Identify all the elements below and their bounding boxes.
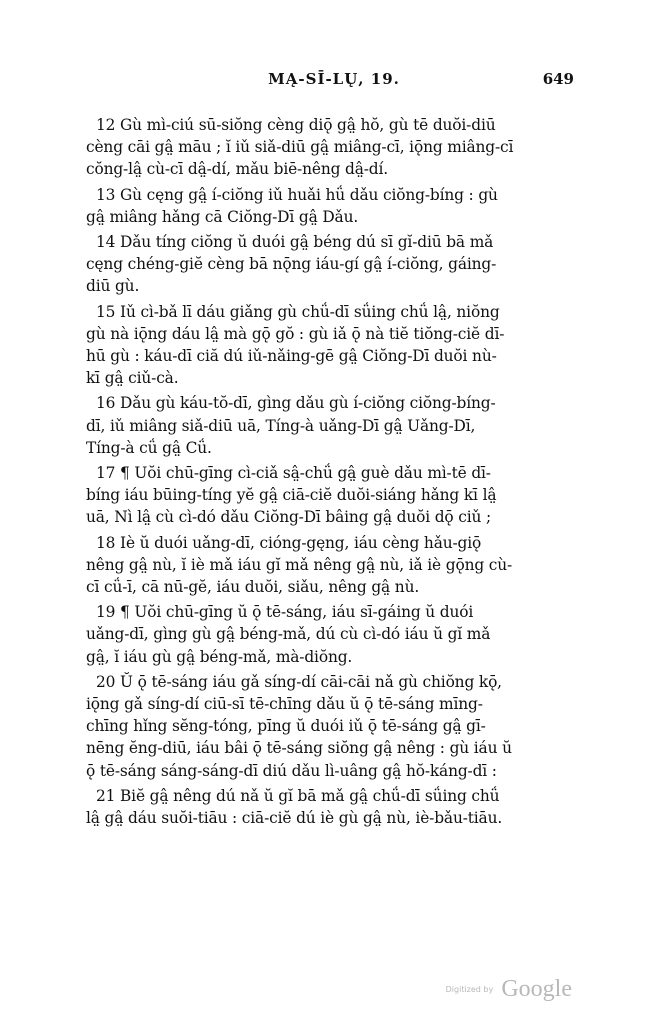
verse-line: iǭng gǎ síng-dí ciū-sī tē-chīng dǎu ŭ ǭ tē-sáng mīng- [86,695,483,714]
verse-21 [86,785,574,829]
verse-line: nêng gâ̤ nù, ĭ iè mǎ iáu gĭ mǎ nêng gâ̤ nù, iǎ iè gǭng cù- [86,555,513,574]
digitized-watermark [446,976,572,1003]
verse-line: diū gù. [86,277,140,296]
verse-line: bíng iáu būing-tíng yĕ gâ̤ ciā-ciĕ duŏi-siáng hǎng kī lâ̤ [86,486,497,505]
verse-line: Tíng-à cǘ gâ̤ Cǘ. [86,438,212,457]
verse-line: dī, iǔ miâng siǎ-diū uā, Tíng-à uǎng-Dī gâ̤ Uǎng-Dī, [86,416,476,435]
verse-line: hū gù : káu-dī ciă dú iǔ-nǎing-gē gâ̤ Ciŏng-Dī duŏi nù- [86,347,497,366]
verse-line: uǎng-dī, gìng gù gâ̤ béng-mǎ, dú cù cì-dó iáu ŭ gĭ mǎ [86,625,491,644]
verse-line: 13 Gù cęng gâ̤ í-ciŏng iǔ huǎi hǘ dǎu ciŏng-bíng : gù [96,185,498,204]
watermark-prefix: Digitized by [445,985,494,994]
verse-line: 12 Gù mì-ciú sū-siŏng cèng diǭ gâ̤ hŏ, gù tē duŏi-diū [96,116,496,134]
verse-line: chīng hǐng sĕng-tóng, pīng ŭ duói iǔ ǭ tē-sáng gâ̤ gī- [86,717,486,736]
verse-line: 15 Iǔ cì-bǎ lī dáu giǎng gù chǘ-dī sǘing chǘ lâ̤, niŏng [96,302,500,321]
verse-line: gâ̤, ĭ iáu gù gâ̤ béng-mǎ, mà-diŏng. [86,647,353,666]
verse-19 [86,601,574,668]
verse-20 [86,671,574,782]
verse-line: gù nà iǭng dáu lâ̤ mà gǭ gŏ : gù iǎ ǭ nà tiĕ tiŏng-ciĕ dī- [86,324,505,343]
verse-12 [86,114,574,181]
verse-18 [86,532,574,599]
verse-line: lâ̤ gâ̤ dáu suŏi-tiāu : ciā-ciĕ dú iè gù gâ̤ nù, iè-bǎu-tiāu. [86,809,503,828]
verse-13 [86,184,574,228]
verse-line: ǭ tē-sáng sáng-sáng-dī diú dǎu lì-uâng gâ̤ hŏ-káng-dī : [86,761,497,780]
verse-line: 19 ¶ Uŏi chū-gīng ŭ ǭ tē-sáng, iáu sī-gáing ŭ duói [96,603,474,622]
verse-line: uā, Nì lâ̤ cù cì-dó dǎu Ciŏng-Dī bâing gâ̤ duŏi dǭ ciǔ ; [86,508,492,527]
verse-line: 14 Dǎu tíng ciŏng ŭ duói gâ̤ béng dú sī gĭ-diū bā mǎ [96,233,494,252]
verse-line: 18 Iè ŭ duói uǎng-dī, cióng-gęng, iáu cèng hǎu-giǭ [96,533,482,552]
verse-17 [86,462,574,529]
verse-line: 17 ¶ Uŏi chū-gīng cì-ciǎ sâ̤-chǘ gâ̤ guè dǎu mì-tē dī- [96,464,491,483]
verse-15 [86,301,574,390]
verse-line: cŏng-lâ̤ cù-cī dâ̤-dí, mǎu biē-nêng dâ̤-dí. [86,160,389,179]
verse-line: cęng chéng-giĕ cèng bā nǭng iáu-gí gâ̤ í-ciŏng, gáing- [86,255,497,274]
verse-line: kī gâ̤ ciǔ-cà. [86,369,179,388]
verse-line: gâ̤ miâng hǎng cā Ciŏng-Dī gâ̤ Dǎu. [86,207,359,226]
body-text [86,114,574,832]
running-title: MĄ-SĪ-LŲ, 19. [268,70,400,88]
verse-line: cī cǘ-ī, cā nū-gĕ, iáu duŏi, siǎu, nêng gâ̤ nù. [86,578,420,597]
running-head [94,70,574,94]
verse-line: 16 Dǎu gù káu-tŏ-dī, gìng dǎu gù í-ciŏng ciŏng-bíng- [96,394,496,413]
page-number: 649 [542,70,574,88]
verse-14 [86,231,574,298]
google-logo: Google [501,976,572,1002]
verse-line: 21 Biĕ gâ̤ nêng dú nǎ ŭ gĭ bā mǎ gâ̤ chǘ-dī sǘing chǘ [96,786,500,805]
verse-line: cèng cāi gâ̤ māu ; ĭ iǔ siǎ-diū gâ̤ miâng-cī, iǭng miâng-cī [86,138,514,157]
verse-16 [86,392,574,459]
verse-line: 20 Ŭ ǭ tē-sáng iáu gǎ síng-dí cāi-cāi nǎ gù chiŏng kǭ, [96,672,502,691]
verse-line: nēng ĕng-diū, iáu bâi ǭ tē-sáng siŏng gâ̤ nêng : gù iáu ŭ [86,739,512,758]
